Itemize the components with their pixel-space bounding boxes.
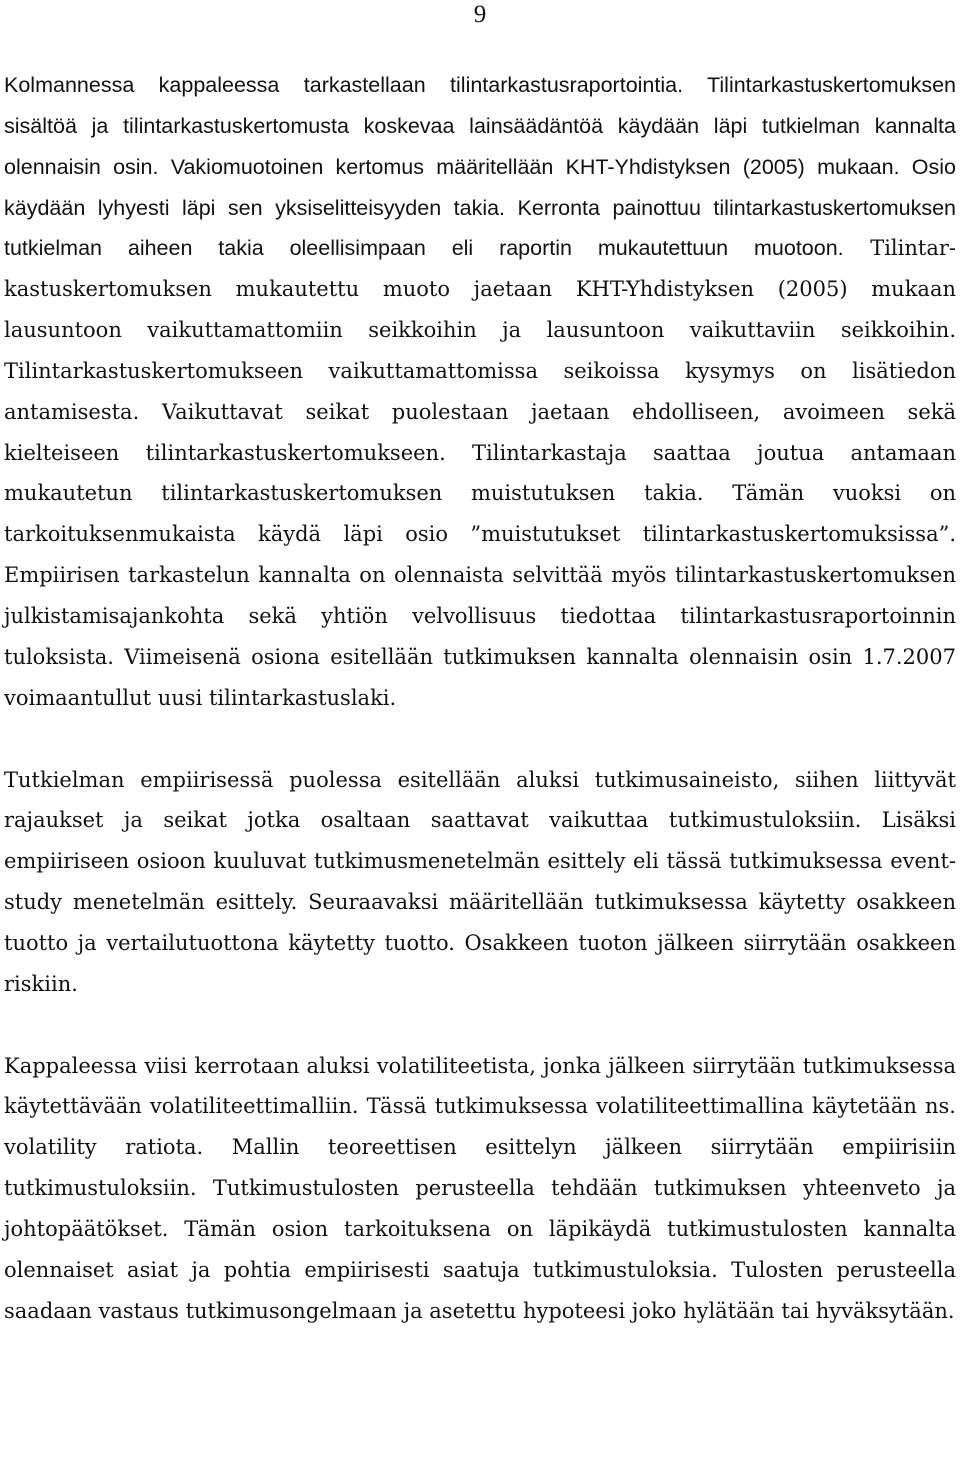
- paragraph-1: [4, 65, 956, 719]
- paragraph-1-part-b: Tilintarkastuskertomuksen mukautettu muoto jaetaan KHT-Yhdistyksen (2005) mukaan lausuntoon vaikuttamattomiin seikkoihin ja lausuntoon vaikuttaviin seikkoihin. Tilintarkastuskertomukseen vaikuttamattomissa seikoissa kysymys on lisätiedon antamisesta. Vaikuttavat seikat puolestaan jaetaan ehdolliseen, avoimeen sekä kielteiseen tilintarkastuskertomukseen. Tilintarkastaja saattaa joutua antamaan mukautetun tilintarkastuskertomuksen muistutuksen takia. Tämän vuoksi on tarkoituksenmukaista käydä läpi osio ”muistutukset tilintarkastuskertomuksissa”. Empiirisen tarkastelun kannalta on olennaista selvittää myös tilintarkastuskertomuksen julkistamisajankohta sekä yhtiön velvollisuus tiedottaa tilintarkastusraportoinnin tuloksista. Viimeisenä osiona esitellään tutkimuksen kannalta olennaisin osin 1.7.2007 voimaantullut uusi tilintarkastuslaki.: [4, 236, 956, 710]
- document-body: [4, 65, 956, 1331]
- paragraph-1-part-a: Kolmannessa kappaleessa tarkastellaan tilintarkastusraportointia. Tilintarkastuskertomuksen sisältöä ja tilintarkastuskertomusta koskevaa lainsäädäntöä käydään läpi tutkielman kannalta olennaisin osin. Vakiomuotoinen kertomus määritellään KHT-Yhdistyksen (2005) mukaan. Osio käydään lyhyesti läpi sen yksiselitteisyyden takia. Kerronta painottuu tilintarkastuskertomuksen tutkielman aiheen takia oleellisimpaan eli raportin mukautettuun muotoon.: [4, 73, 956, 261]
- paragraph-2: Tutkielman empiirisessä puolessa esitellään aluksi tutkimusaineisto, siihen liittyvät rajaukset ja seikat jotka osaltaan saattavat vaikuttaa tutkimustuloksiin. Lisäksi empiiriseen osioon kuuluvat tutkimusmenetelmän esittely eli tässä tutkimuksessa event-study menetelmän esittely. Seuraavaksi määritellään tutkimuksessa käytetty osakkeen tuotto ja vertailutuottona käytetty tuotto. Osakkeen tuoton jälkeen siirrytään osakkeen riskiin.: [4, 767, 956, 996]
- page-number: 9: [473, 1, 487, 28]
- paragraph-3: Kappaleessa viisi kerrotaan aluksi volatiliteetista, jonka jälkeen siirrytään tutkimuksessa käytettävään volatiliteettimalliin. Tässä tutkimuksessa volatiliteettimallina käytetään ns. volatility ratiota. Mallin teoreettisen esittelyn jälkeen siirrytään empiirisiin tutkimustuloksiin. Tutkimustulosten perusteella tehdään tutkimuksen yhteenveto ja johtopäätökset. Tämän osion tarkoituksena on läpikäydä tutkimustulosten kannalta olennaiset asiat ja pohtia empiirisesti saatuja tutkimustuloksia. Tulosten perusteella saadaan vastaus tutkimusongelmaan ja asetettu hypoteesi joko hylätään tai hyväksytään.: [4, 1053, 956, 1323]
